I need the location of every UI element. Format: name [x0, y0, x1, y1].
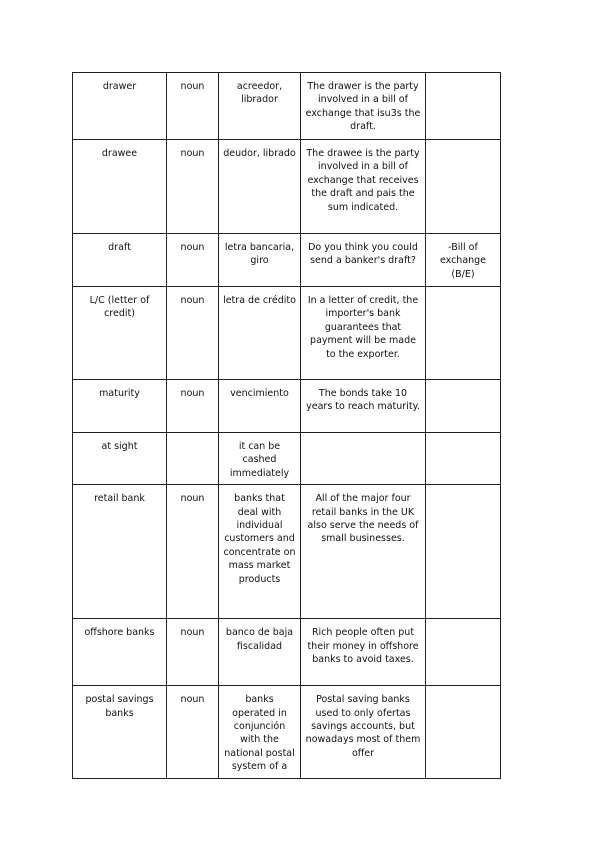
table-row [73, 485, 501, 619]
term-text: retail bank [94, 493, 145, 505]
example-text: Rich people often put their money in offshore banks to avoid taxes. [307, 627, 419, 666]
term-cell [73, 433, 167, 485]
translation-cell [219, 380, 301, 433]
word-type-cell [167, 380, 219, 433]
translation-cell [219, 686, 301, 778]
translation-cell [219, 433, 301, 485]
translation-text: banco de baja fiscalidad [225, 627, 294, 652]
vocabulary-table [72, 72, 501, 779]
example-text: In a letter of credit, the importer's bank guarantees that payment will be made to the exporter. [307, 295, 419, 360]
example-text: The drawer is the party involved in a bill of exchange that isu3s the draft. [305, 81, 421, 133]
word-type-text: noun [180, 627, 205, 639]
term-text: postal savings banks [85, 694, 154, 719]
translation-text: banks operated in conjunción with the national postal system of a [224, 694, 295, 773]
translation-text: banks that deal with individual customers and concentrate on mass market products [223, 493, 296, 585]
table-row [73, 380, 501, 433]
term-cell [73, 287, 167, 380]
translation-text: letra de crédito [223, 295, 296, 306]
word-type-text: noun [180, 81, 205, 92]
term-cell [73, 73, 167, 140]
word-type-cell [167, 433, 219, 485]
translation-text: vencimiento [230, 388, 289, 399]
translation-text: acreedor, librador [236, 81, 283, 106]
word-type-text: noun [180, 388, 205, 399]
synonym-cell [426, 140, 501, 234]
term-cell [73, 380, 167, 433]
term-text: at sight [101, 441, 138, 452]
synonym-cell [426, 686, 501, 778]
term-cell [73, 140, 167, 234]
term-text: drawee [101, 148, 138, 159]
example-cell [301, 380, 426, 433]
word-type-text: noun [180, 242, 205, 253]
word-type-text: noun [180, 493, 205, 505]
word-type-text: noun [180, 295, 205, 306]
example-cell [301, 140, 426, 234]
example-cell [301, 73, 426, 140]
word-type-cell [167, 73, 219, 140]
translation-cell [219, 73, 301, 140]
example-cell [301, 619, 426, 686]
word-type-cell [167, 485, 219, 619]
translation-cell [219, 140, 301, 234]
word-type-cell [167, 619, 219, 686]
example-text: Postal saving banks used to only ofertas savings accounts, but nowadays most of them offer [305, 694, 421, 759]
table-row [73, 73, 501, 140]
synonym-cell [426, 287, 501, 380]
table-row [73, 433, 501, 485]
translation-cell [219, 287, 301, 380]
term-text: drawer [102, 81, 137, 92]
example-text: Do you think you could send a banker's draft? [308, 242, 418, 267]
term-cell [73, 234, 167, 287]
example-text: The drawee is the party involved in a bill of exchange that receives the draft and pais the sum indicated. [306, 148, 420, 213]
term-text: L/C (letter of credit) [89, 295, 150, 320]
word-type-cell [167, 234, 219, 287]
translation-text: letra bancaria, giro [224, 242, 295, 267]
word-type-cell [167, 140, 219, 234]
example-cell [301, 485, 426, 619]
term-text: offshore banks [84, 627, 155, 639]
term-cell [73, 485, 167, 619]
table-row [73, 287, 501, 380]
example-text: All of the major four retail banks in the UK also serve the needs of small businesses. [307, 493, 419, 545]
term-text: maturity [99, 388, 140, 399]
translation-cell [219, 234, 301, 287]
word-type-text: noun [180, 694, 205, 706]
synonym-cell [426, 380, 501, 433]
example-cell [301, 234, 426, 287]
term-cell [73, 686, 167, 778]
example-cell [301, 287, 426, 380]
term-text: draft [108, 242, 131, 253]
synonym-cell [426, 619, 501, 686]
synonym-cell [426, 433, 501, 485]
example-cell [301, 433, 426, 485]
word-type-cell [167, 686, 219, 778]
synonym-text: -Bill of exchange (B/E) [439, 242, 487, 280]
translation-cell [219, 485, 301, 619]
word-type-cell [167, 287, 219, 380]
translation-text: deudor, librado [223, 148, 296, 159]
table-row [73, 234, 501, 287]
translation-text: it can be cashed immediately [229, 441, 290, 479]
term-cell [73, 619, 167, 686]
table-row [73, 140, 501, 234]
example-text: The bonds take 10 years to reach maturity. [306, 388, 420, 413]
example-cell [301, 686, 426, 778]
synonym-cell [426, 73, 501, 140]
synonym-cell [426, 485, 501, 619]
translation-cell [219, 619, 301, 686]
table-row [73, 686, 501, 778]
table-row [73, 619, 501, 686]
word-type-text: noun [180, 148, 205, 159]
synonym-cell [426, 234, 501, 287]
